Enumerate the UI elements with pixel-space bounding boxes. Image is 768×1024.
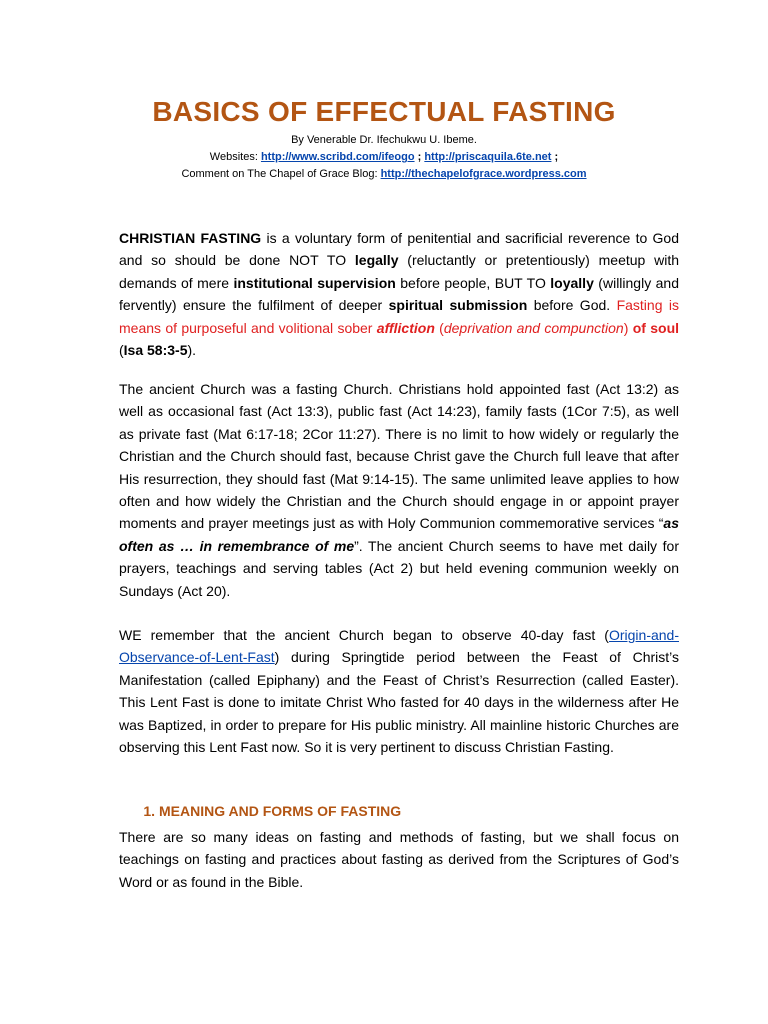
term-loyally: loyally: [550, 274, 594, 291]
website-link-scribd[interactable]: http://www.scribd.com/ifeogo: [260, 151, 415, 163]
paragraph-ancient-church: [119, 378, 679, 602]
paragraph-lent-fast: [119, 624, 679, 758]
website-link-priscaquila[interactable]: http://priscaquila.6te.net: [424, 151, 552, 163]
blog-line: [0, 167, 768, 181]
text-span: is a voluntary form of penitential and sacrificial reverence to God and so should be done NOT TO: [119, 230, 680, 269]
lent-fast-link[interactable]: Origin-and-Observance-of-Lent-Fast: [119, 627, 679, 666]
emphasis-fasting-definition: Fasting is means of purposeful and volitional sober: [119, 297, 680, 336]
term-spiritual-submission: spiritual submission: [388, 297, 528, 314]
text-span: (reluctantly or pretentiously) meetup with demands of mere: [119, 252, 680, 291]
text-span: WE remember that the ancient Church began to observe 40-day fast (: [119, 627, 609, 643]
blog-link[interactable]: http://thechapelofgrace.wordpress.com: [380, 168, 587, 180]
emphasis-affliction: affliction: [376, 319, 435, 336]
paragraph-christian-fasting: [119, 227, 679, 361]
text-span: (: [119, 342, 124, 359]
scripture-reference: Isa 58:3-5: [123, 342, 188, 359]
emphasis-paren-open: (: [434, 319, 444, 336]
text-span: before people, BUT TO: [395, 274, 551, 291]
emphasis-deprivation: deprivation and compunction: [443, 319, 624, 336]
term-institutional-supervision: institutional supervision: [233, 274, 396, 291]
section-title: MEANING AND FORMS OF FASTING: [159, 803, 402, 819]
text-span: ”. The ancient Church seems to have met daily for prayers, teachings and serving tables (Act 2) but held evening communion weekly on Sundays (Act 20).: [119, 537, 679, 599]
author-line: By Venerable Dr. Ifechukwu U. Ibeme.: [291, 134, 477, 146]
websites-label: Websites:: [209, 151, 261, 163]
websites-end: ;: [551, 151, 559, 163]
websites-separator: ;: [414, 151, 425, 163]
text-span: (willingly and fervently) ensure the fulfilment of deeper: [119, 274, 679, 314]
term-christian-fasting: CHRISTIAN FASTING: [119, 230, 262, 246]
emphasis-paren-close: ): [623, 319, 633, 336]
text-span: The ancient Church was a fasting Church. Christians hold appointed fast (Act 13:2) as well as occasional fast (Act 13:3), public fast (Act 14:23), family fasts (1Cor 7:5), as well as private fast (Mat 6:17-18; 2Cor 11:27). There is no limit to how widely or regularly the Christian and the Church should fast, because Christ gave the Church full leave that after His resurrection, they should fast (Mat 9:14-15). The same unlimited leave applies to how often and how widely the Christian and the Church should engage in or appoint prayer moments and prayer meetings just as with Holy Communion commemorative services “: [119, 381, 679, 532]
document-title: BASICS OF EFFECTUAL FASTING: [152, 96, 616, 127]
quote-remembrance: as often as … in remembrance of me: [119, 515, 679, 554]
blog-label: Comment on The Chapel of Grace Blog:: [181, 168, 381, 180]
text-span: ).: [187, 342, 197, 359]
paragraph-fasting-ideas: There are so many ideas on fasting and methods of fasting, but we shall focus on teachings on fasting and practices about fasting as derived from the Scriptures of God’s Word or as found in the Bible.: [119, 829, 679, 890]
section-number: 1.: [143, 803, 155, 819]
websites-line: [0, 150, 768, 164]
section-heading: [119, 800, 679, 822]
text-span: before God.: [527, 297, 617, 314]
emphasis-of-soul: of soul: [632, 319, 680, 336]
text-span: ) during Springtide period between the Feast of Christ’s Manifestation (called Epiphany) and the Feast of Christ’s Resurrection (called Easter). This Lent Fast is done to imitate Christ Who fasted for 40 days in the wilderness after He was Baptized, in order to prepare for His public ministry. All mainline historic Churches are observing this Lent Fast now. So it is very pertinent to discuss Christian Fasting.: [119, 649, 679, 756]
term-legally: legally: [354, 252, 399, 269]
